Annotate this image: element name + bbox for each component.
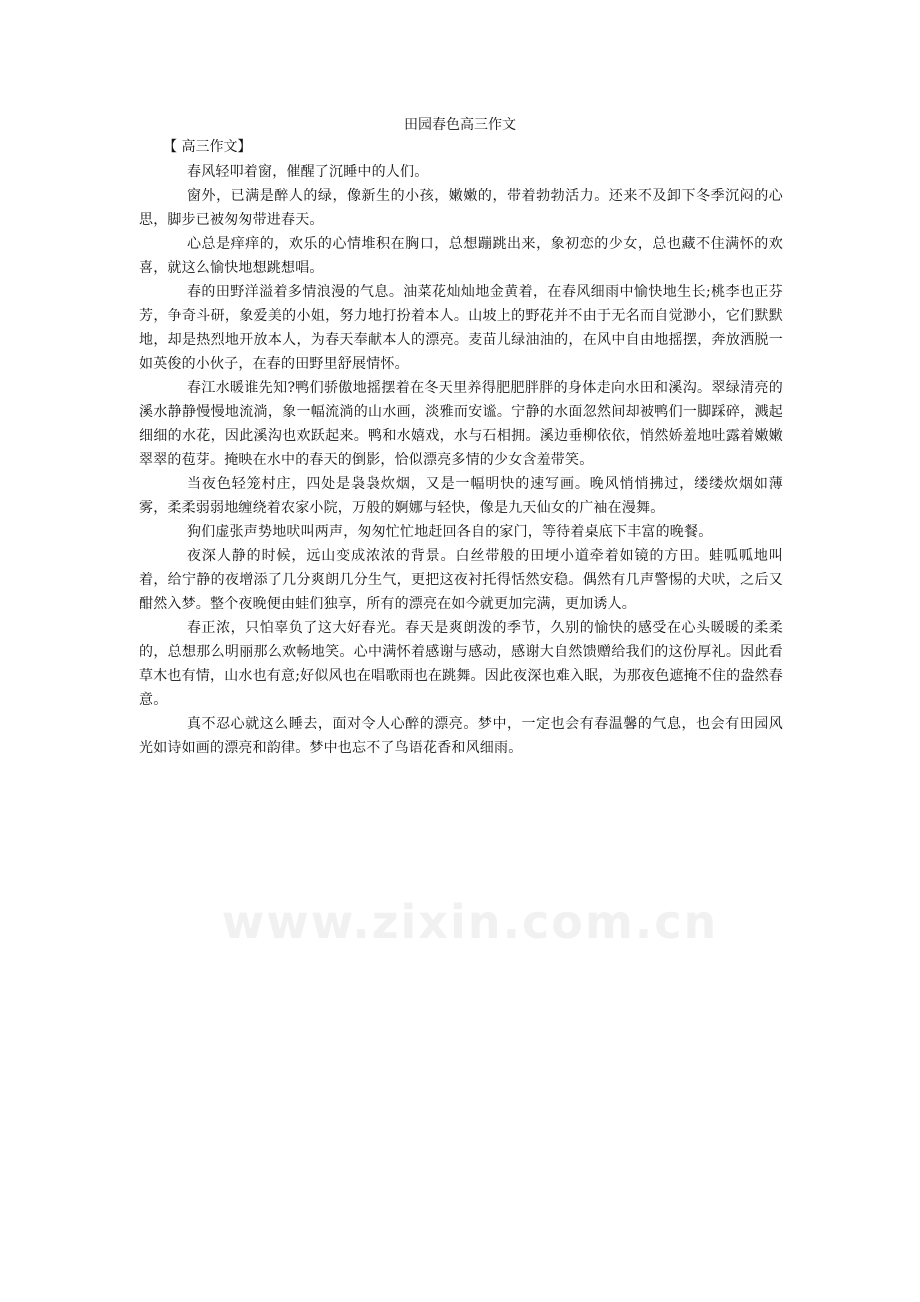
paragraph: 春风轻叩着窗，催醒了沉睡中的人们。 xyxy=(187,164,429,180)
paragraph: 春江水暖谁先知?鸭们骄傲地摇摆着在冬天里养得肥肥胖胖的身体走向水田和溪沟。翠绿清亮的溪水静静慢慢地流淌，象一幅流淌的山水画，淡雅而安谧。宁静的水面忽然间却被鸭们一脚踩碎，溅起细细的水花，因此溪沟也欢跃起来。鸭和水嬉戏，水与石相拥。溪边垂柳依依，悄然娇羞地吐露着嫩嫩翠翠的苞芽。掩映在水中的春天的倒影，恰似漂亮多情的少女含羞带笑。 xyxy=(139,380,783,468)
paragraph: 夜深人静的时候，远山变成浓浓的背景。白丝带般的田埂小道牵着如镜的方田。蛙呱呱地叫着，给宁静的夜增添了几分爽朗几分生气，更把这夜衬托得恬然安稳。偶然有几声警惕的犬吠，之后又酣然入梦。整个夜晚便由蛙们独享，所有的漂亮在如今就更加完满，更加诱人。 xyxy=(139,548,783,612)
paragraph: 春正浓，只怕辜负了这大好春光。春天是爽朗泼的季节，久别的愉快的感受在心头暖暖的柔柔的，总想那么明丽那么欢畅地笑。心中满怀着感谢与感动，感谢大自然馈赠给我们的这份厚礼。因此看草木也有情，山水也有意;好似风也在唱歌雨也在跳舞。因此夜深也难入眠，为那夜色遮掩不住的盎然春意。 xyxy=(139,620,783,708)
document-title: 田园春色高三作文 xyxy=(404,117,516,133)
category-tag: 【 高三作文】 xyxy=(163,139,252,155)
document-body xyxy=(139,160,783,760)
paragraph: 狗们虚张声势地吠叫两声，匆匆忙忙地赶回各自的家门，等待着桌底下丰富的晚餐。 xyxy=(187,524,713,540)
paragraph: 心总是痒痒的，欢乐的心情堆积在胸口，总想蹦跳出来，象初恋的少女，总也藏不住满怀的欢喜，就这么愉快地想跳想唱。 xyxy=(139,236,783,276)
paragraph: 春的田野洋溢着多情浪漫的气息。油菜花灿灿地金黄着，在春风细雨中愉快地生长;桃李也正芬芳，争奇斗研，象爱美的小姐，努力地打扮着本人。山坡上的野花并不由于无名而自觉渺小，它们默默地，却是热烈地开放本人，为春天奉献本人的漂亮。麦苗儿绿油油的，在风中自由地摇摆，奔放洒脱一如英俊的小伙子，在春的田野里舒展情怀。 xyxy=(139,284,783,372)
watermark: www.zixin.com.cn xyxy=(221,895,719,949)
paragraph: 真不忍心就这么睡去，面对令人心醉的漂亮。梦中，一定也会有春温馨的气息，也会有田园风光如诗如画的漂亮和韵律。梦中也忘不了鸟语花香和风细雨。 xyxy=(139,716,783,756)
paragraph: 当夜色轻笼村庄，四处是袅袅炊烟，又是一幅明快的速写画。晚风悄悄拂过，缕缕炊烟如薄雾，柔柔弱弱地缠绕着农家小院，万般的婀娜与轻快，像是九天仙女的广袖在漫舞。 xyxy=(139,476,783,516)
paragraph: 窗外，已满是醉人的绿，像新生的小孩，嫩嫩的，带着勃勃活力。还来不及卸下冬季沉闷的心思，脚步已被匆匆带进春天。 xyxy=(139,188,783,228)
